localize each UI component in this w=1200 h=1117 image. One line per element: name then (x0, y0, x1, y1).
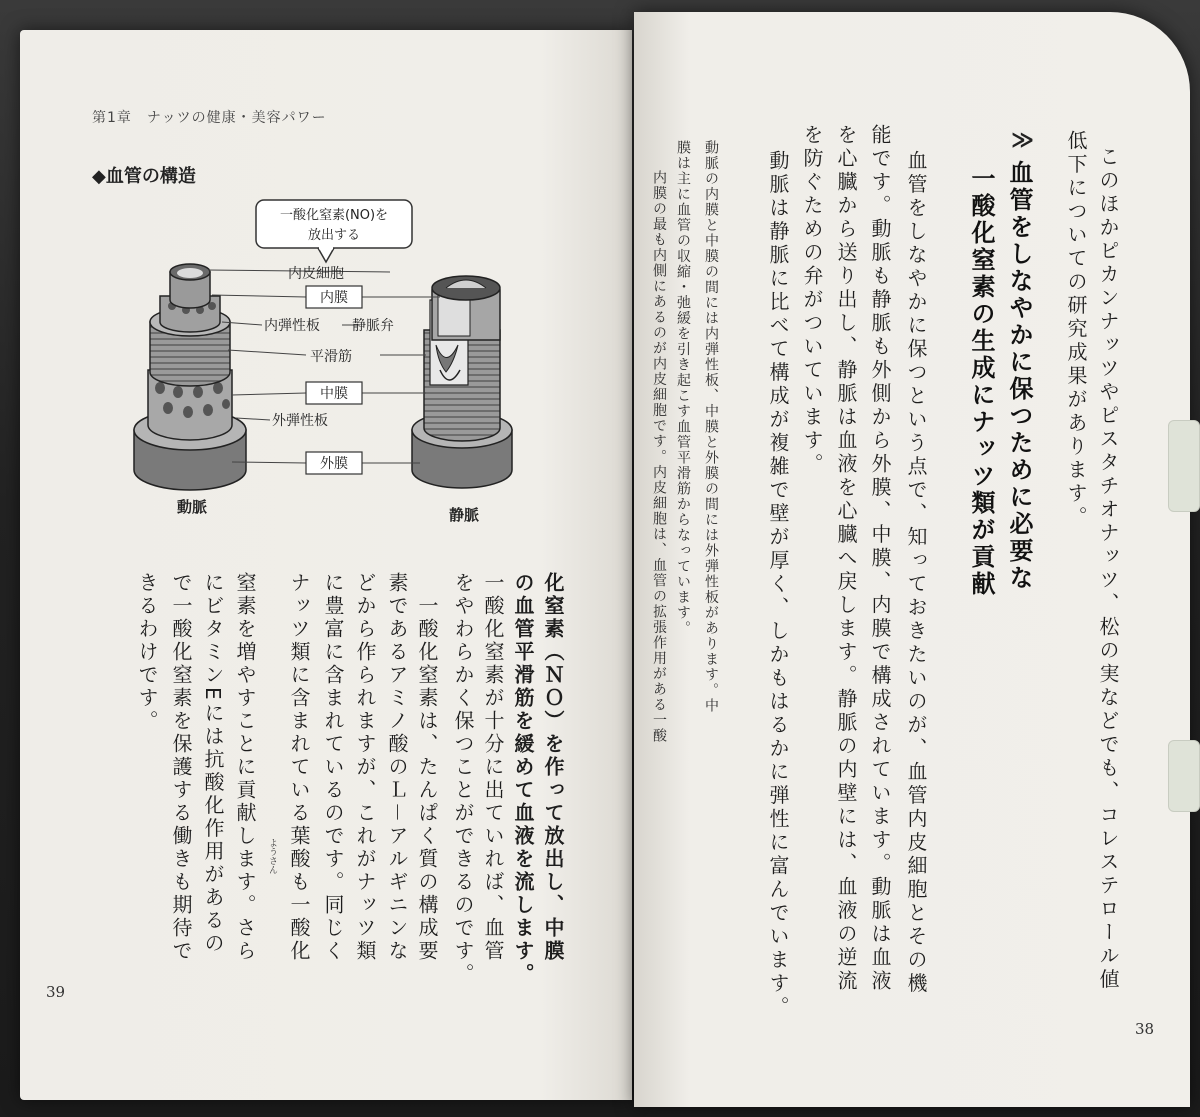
right-body-col-5: 動脈は静脈に比べて構成が複雑で壁が厚く、しかもはるかに弾性に富んでいます。 (766, 150, 790, 1020)
left-text-col-6: 素であるアミノ酸のＬ－アルギニンな (385, 572, 409, 963)
running-head: 第1章 ナッツの健康・美容パワー (92, 110, 327, 126)
label-external-elastic: 外弾性板 (272, 413, 328, 429)
artery-illustration (134, 264, 246, 490)
right-body-col-4: を防ぐための弁がついています。 (800, 124, 824, 477)
vein-illustration (412, 276, 512, 488)
right-body-col-1: 血管をしなやかに保つという点で、知っておきたいのが、血管内皮細胞とその機 (904, 150, 928, 996)
furigana-yosan: ようさん (267, 838, 277, 874)
label-adventitia: 外膜 (320, 456, 348, 472)
right-intro-col-1: このほかピカンナッツやピスタチオナッツ、松の実などでも、コレステロール値 (1096, 146, 1120, 992)
vein-label: 静脈 (448, 506, 480, 524)
label-venous-valve: 静脈弁 (352, 318, 394, 334)
left-text-col-8: に豊富に含まれているのです。同じく (321, 572, 345, 963)
artery-label: 動脈 (176, 498, 208, 516)
left-text-col-7: どから作られますが、これがナッツ類 (353, 572, 377, 963)
label-smooth-muscle: 平滑筋 (310, 349, 352, 365)
left-text-col-1: 化窒素（ＮＯ）を作って放出し、中膜 (541, 572, 565, 963)
right-caption-col-1: 動脈の内膜と中膜の間には内弾性板、中膜と外膜の間には外弾性板があります。中 (703, 140, 719, 714)
label-boxes (306, 286, 362, 474)
page-tab-sticky-note-lower (1168, 740, 1200, 812)
left-text-col-2: の血管平滑筋を緩めて血液を流します。 (511, 572, 535, 986)
section-heading-line-1: 血管をしなやかに保つために必要な (1005, 160, 1033, 592)
figure-title: ◆血管の構造 (92, 166, 196, 187)
right-body-col-3: を心臓から送り出し、静脈は血液を心臓へ戻します。静脈の内壁には、血液の逆流 (834, 124, 858, 994)
page-number-right: 38 (1135, 1020, 1155, 1038)
section-heading-line-2: 一酸化窒素の生成にナッツ類が貢献 (967, 166, 995, 598)
page-number-left: 39 (46, 983, 66, 1001)
callout-line-1: 一酸化窒素(NO)を (279, 208, 389, 223)
label-media: 中膜 (320, 386, 348, 402)
left-text-col-10: 窒素を増やすことに貢献します。さら (233, 572, 257, 963)
left-text-col-12: で一酸化窒素を保護する働きも期待で (169, 572, 193, 963)
callout-line-2: 放出する (307, 228, 361, 243)
right-intro-col-2: 低下についての研究成果があります。 (1064, 130, 1088, 530)
left-text-col-4: をやわらかく保つことができるのです。 (451, 572, 475, 986)
left-text-col-13: きるわけです。 (135, 572, 159, 733)
no-callout-bubble (256, 200, 412, 262)
chevron-double-down-icon: ≫ (1011, 128, 1035, 153)
left-text-col-11: にビタミンEには抗酸化作用があるの (201, 572, 225, 956)
page-tab-sticky-note (1168, 420, 1200, 512)
label-endothelial: 内皮細胞 (288, 266, 344, 282)
label-internal-elastic: 内弾性板 (264, 318, 320, 334)
blood-vessel-diagram (0, 0, 640, 560)
left-text-col-3: 一酸化窒素が十分に出ていれば、血管 (481, 572, 505, 963)
right-body-col-2: 能です。動脈も静脈も外側から外膜、中膜、内膜で構成されています。動脈は血液 (868, 124, 892, 994)
right-caption-col-2: 膜は主に血管の収縮・弛緩を引き起こす血管平滑筋からなっています。 (675, 140, 691, 636)
right-caption-col-3: 内膜の最も内側にあるのが内皮細胞です。内皮細胞は、血管の拡張作用がある一酸 (651, 170, 667, 744)
left-text-col-5: 一酸化窒素は、たんぱく質の構成要 (415, 595, 439, 963)
label-intima: 内膜 (320, 290, 348, 306)
left-text-col-9: ナッツ類に含まれている葉酸も一酸化 (287, 572, 311, 963)
